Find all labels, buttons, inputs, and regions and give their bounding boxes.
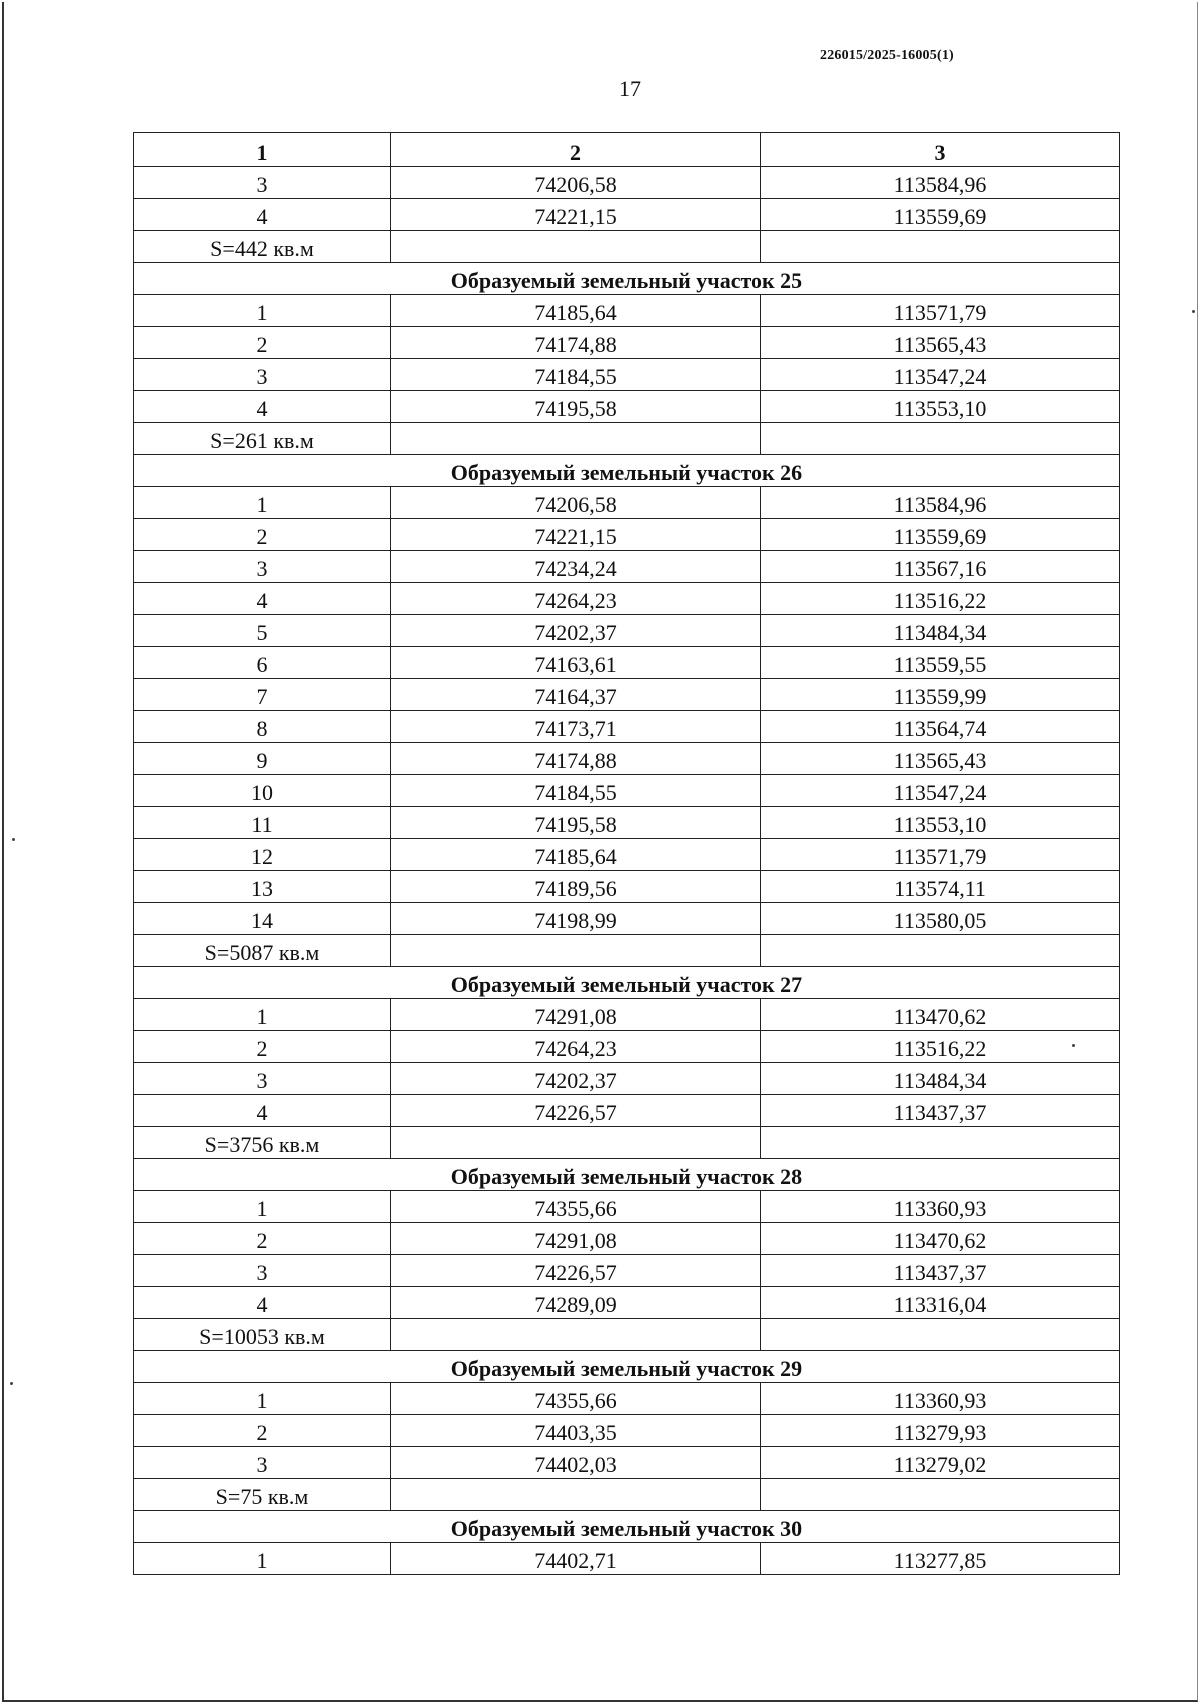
cell-point-number: 2 bbox=[134, 1415, 391, 1447]
table-row bbox=[134, 839, 1120, 871]
cell-x-coordinate: 74185,64 bbox=[391, 295, 761, 327]
cell-x-coordinate: 74291,08 bbox=[391, 1223, 761, 1255]
cell-point-number: 12 bbox=[134, 839, 391, 871]
cell-y-coordinate: 113470,62 bbox=[761, 1223, 1120, 1255]
table-row bbox=[134, 391, 1120, 423]
area-row bbox=[134, 231, 1120, 263]
cell-point-number: 3 bbox=[134, 1255, 391, 1287]
cell-x-coordinate: 74221,15 bbox=[391, 199, 761, 231]
table-row bbox=[134, 295, 1120, 327]
cell-x-coordinate: 74403,35 bbox=[391, 1415, 761, 1447]
empty-cell bbox=[391, 423, 761, 455]
cell-x-coordinate: 74355,66 bbox=[391, 1191, 761, 1223]
table-row bbox=[134, 1095, 1120, 1127]
cell-y-coordinate: 113559,69 bbox=[761, 199, 1120, 231]
cell-x-coordinate: 74291,08 bbox=[391, 999, 761, 1031]
cell-y-coordinate: 113571,79 bbox=[761, 839, 1120, 871]
table-row bbox=[134, 327, 1120, 359]
cell-point-number: 1 bbox=[134, 1383, 391, 1415]
cell-x-coordinate: 74289,09 bbox=[391, 1287, 761, 1319]
section-title: Образуемый земельный участок 29 bbox=[134, 1351, 1120, 1383]
cell-x-coordinate: 74198,99 bbox=[391, 903, 761, 935]
scan-speck bbox=[12, 838, 15, 841]
cell-y-coordinate: 113470,62 bbox=[761, 999, 1120, 1031]
header-cell-y: 3 bbox=[761, 133, 1120, 167]
cell-y-coordinate: 113564,74 bbox=[761, 711, 1120, 743]
cell-x-coordinate: 74174,88 bbox=[391, 743, 761, 775]
document-id: 226015/2025-16005(1) bbox=[820, 48, 954, 63]
cell-point-number: 2 bbox=[134, 519, 391, 551]
empty-cell bbox=[391, 1479, 761, 1511]
cell-y-coordinate: 113279,02 bbox=[761, 1447, 1120, 1479]
scan-speck bbox=[1072, 1044, 1075, 1047]
cell-point-number: 2 bbox=[134, 327, 391, 359]
empty-cell bbox=[761, 1319, 1120, 1351]
cell-y-coordinate: 113559,55 bbox=[761, 647, 1120, 679]
header-cell-point-number: 1 bbox=[134, 133, 391, 167]
table-row bbox=[134, 1031, 1120, 1063]
area-cell: S=261 кв.м bbox=[134, 423, 391, 455]
cell-point-number: 4 bbox=[134, 583, 391, 615]
cell-point-number: 3 bbox=[134, 359, 391, 391]
cell-y-coordinate: 113279,93 bbox=[761, 1415, 1120, 1447]
cell-point-number: 3 bbox=[134, 1447, 391, 1479]
area-cell: S=10053 кв.м bbox=[134, 1319, 391, 1351]
cell-point-number: 4 bbox=[134, 1287, 391, 1319]
cell-point-number: 14 bbox=[134, 903, 391, 935]
section-header-row bbox=[134, 263, 1120, 295]
area-cell: S=3756 кв.м bbox=[134, 1127, 391, 1159]
cell-x-coordinate: 74195,58 bbox=[391, 391, 761, 423]
cell-y-coordinate: 113484,34 bbox=[761, 615, 1120, 647]
cell-x-coordinate: 74164,37 bbox=[391, 679, 761, 711]
section-header-row bbox=[134, 1351, 1120, 1383]
area-row bbox=[134, 1319, 1120, 1351]
table-row bbox=[134, 359, 1120, 391]
cell-x-coordinate: 74264,23 bbox=[391, 1031, 761, 1063]
scan-speck bbox=[1192, 310, 1195, 313]
table-row bbox=[134, 1191, 1120, 1223]
table-row bbox=[134, 679, 1120, 711]
area-row bbox=[134, 1479, 1120, 1511]
cell-point-number: 1 bbox=[134, 1191, 391, 1223]
cell-x-coordinate: 74402,03 bbox=[391, 1447, 761, 1479]
section-header-row bbox=[134, 1511, 1120, 1543]
cell-x-coordinate: 74173,71 bbox=[391, 711, 761, 743]
section-title: Образуемый земельный участок 28 bbox=[134, 1159, 1120, 1191]
table-row bbox=[134, 775, 1120, 807]
cell-point-number: 13 bbox=[134, 871, 391, 903]
cell-x-coordinate: 74184,55 bbox=[391, 775, 761, 807]
cell-x-coordinate: 74226,57 bbox=[391, 1095, 761, 1127]
cell-y-coordinate: 113584,96 bbox=[761, 487, 1120, 519]
table-row bbox=[134, 1415, 1120, 1447]
cell-x-coordinate: 74206,58 bbox=[391, 167, 761, 199]
cell-point-number: 1 bbox=[134, 487, 391, 519]
empty-cell bbox=[761, 1127, 1120, 1159]
cell-x-coordinate: 74226,57 bbox=[391, 1255, 761, 1287]
cell-point-number: 8 bbox=[134, 711, 391, 743]
cell-point-number: 4 bbox=[134, 1095, 391, 1127]
cell-x-coordinate: 74174,88 bbox=[391, 327, 761, 359]
table-row bbox=[134, 487, 1120, 519]
cell-point-number: 4 bbox=[134, 391, 391, 423]
area-row bbox=[134, 1127, 1120, 1159]
table-row bbox=[134, 1255, 1120, 1287]
table-row bbox=[134, 1063, 1120, 1095]
cell-y-coordinate: 113547,24 bbox=[761, 775, 1120, 807]
cell-x-coordinate: 74221,15 bbox=[391, 519, 761, 551]
section-title: Образуемый земельный участок 27 bbox=[134, 967, 1120, 999]
section-title: Образуемый земельный участок 25 bbox=[134, 263, 1120, 295]
cell-y-coordinate: 113547,24 bbox=[761, 359, 1120, 391]
cell-x-coordinate: 74355,66 bbox=[391, 1383, 761, 1415]
cell-y-coordinate: 113484,34 bbox=[761, 1063, 1120, 1095]
cell-y-coordinate: 113553,10 bbox=[761, 807, 1120, 839]
area-cell: S=5087 кв.м bbox=[134, 935, 391, 967]
cell-point-number: 11 bbox=[134, 807, 391, 839]
cell-point-number: 3 bbox=[134, 167, 391, 199]
cell-x-coordinate: 74206,58 bbox=[391, 487, 761, 519]
table-row bbox=[134, 647, 1120, 679]
cell-y-coordinate: 113360,93 bbox=[761, 1191, 1120, 1223]
table-row bbox=[134, 583, 1120, 615]
table-row bbox=[134, 871, 1120, 903]
cell-point-number: 1 bbox=[134, 295, 391, 327]
cell-x-coordinate: 74402,71 bbox=[391, 1543, 761, 1575]
cell-point-number: 1 bbox=[134, 999, 391, 1031]
table-header-row bbox=[134, 133, 1120, 167]
table-row bbox=[134, 1447, 1120, 1479]
area-cell: S=442 кв.м bbox=[134, 231, 391, 263]
cell-y-coordinate: 113553,10 bbox=[761, 391, 1120, 423]
section-header-row bbox=[134, 967, 1120, 999]
empty-cell bbox=[391, 231, 761, 263]
cell-y-coordinate: 113516,22 bbox=[761, 583, 1120, 615]
area-row bbox=[134, 935, 1120, 967]
cell-point-number: 2 bbox=[134, 1223, 391, 1255]
cell-point-number: 7 bbox=[134, 679, 391, 711]
cell-y-coordinate: 113437,37 bbox=[761, 1255, 1120, 1287]
empty-cell bbox=[761, 935, 1120, 967]
empty-cell bbox=[391, 1127, 761, 1159]
empty-cell bbox=[391, 935, 761, 967]
empty-cell bbox=[761, 231, 1120, 263]
cell-y-coordinate: 113584,96 bbox=[761, 167, 1120, 199]
table-row bbox=[134, 711, 1120, 743]
cell-y-coordinate: 113316,04 bbox=[761, 1287, 1120, 1319]
cell-x-coordinate: 74163,61 bbox=[391, 647, 761, 679]
cell-point-number: 9 bbox=[134, 743, 391, 775]
cell-point-number: 10 bbox=[134, 775, 391, 807]
section-title: Образуемый земельный участок 26 bbox=[134, 455, 1120, 487]
area-cell: S=75 кв.м bbox=[134, 1479, 391, 1511]
table-row bbox=[134, 903, 1120, 935]
cell-y-coordinate: 113360,93 bbox=[761, 1383, 1120, 1415]
cell-point-number: 5 bbox=[134, 615, 391, 647]
empty-cell bbox=[391, 1319, 761, 1351]
table-row bbox=[134, 1287, 1120, 1319]
section-header-row bbox=[134, 1159, 1120, 1191]
table-row bbox=[134, 1543, 1120, 1575]
cell-y-coordinate: 113559,99 bbox=[761, 679, 1120, 711]
table-row bbox=[134, 807, 1120, 839]
table-row bbox=[134, 551, 1120, 583]
cell-point-number: 1 bbox=[134, 1543, 391, 1575]
cell-x-coordinate: 74189,56 bbox=[391, 871, 761, 903]
cell-x-coordinate: 74195,58 bbox=[391, 807, 761, 839]
coordinates-table-body bbox=[134, 133, 1120, 1575]
empty-cell bbox=[761, 423, 1120, 455]
cell-y-coordinate: 113580,05 bbox=[761, 903, 1120, 935]
cell-point-number: 6 bbox=[134, 647, 391, 679]
cell-x-coordinate: 74202,37 bbox=[391, 1063, 761, 1095]
area-row bbox=[134, 423, 1120, 455]
cell-y-coordinate: 113516,22 bbox=[761, 1031, 1120, 1063]
empty-cell bbox=[761, 1479, 1120, 1511]
cell-y-coordinate: 113565,43 bbox=[761, 743, 1120, 775]
cell-y-coordinate: 113277,85 bbox=[761, 1543, 1120, 1575]
cell-y-coordinate: 113567,16 bbox=[761, 551, 1120, 583]
cell-x-coordinate: 74234,24 bbox=[391, 551, 761, 583]
cell-y-coordinate: 113571,79 bbox=[761, 295, 1120, 327]
table-row bbox=[134, 999, 1120, 1031]
table-row bbox=[134, 167, 1120, 199]
cell-x-coordinate: 74264,23 bbox=[391, 583, 761, 615]
section-header-row bbox=[134, 455, 1120, 487]
cell-x-coordinate: 74185,64 bbox=[391, 839, 761, 871]
scan-speck bbox=[10, 1382, 13, 1385]
cell-x-coordinate: 74184,55 bbox=[391, 359, 761, 391]
cell-y-coordinate: 113565,43 bbox=[761, 327, 1120, 359]
cell-point-number: 2 bbox=[134, 1031, 391, 1063]
table-row bbox=[134, 1223, 1120, 1255]
cell-y-coordinate: 113559,69 bbox=[761, 519, 1120, 551]
cell-point-number: 3 bbox=[134, 551, 391, 583]
coordinates-table bbox=[133, 132, 1120, 1575]
table-row bbox=[134, 519, 1120, 551]
table-row bbox=[134, 1383, 1120, 1415]
cell-y-coordinate: 113437,37 bbox=[761, 1095, 1120, 1127]
table-row bbox=[134, 743, 1120, 775]
table-row bbox=[134, 199, 1120, 231]
cell-y-coordinate: 113574,11 bbox=[761, 871, 1120, 903]
cell-point-number: 3 bbox=[134, 1063, 391, 1095]
table-row bbox=[134, 615, 1120, 647]
section-title: Образуемый земельный участок 30 bbox=[134, 1511, 1120, 1543]
header-cell-x: 2 bbox=[391, 133, 761, 167]
page-number: 17 bbox=[619, 76, 641, 101]
cell-point-number: 4 bbox=[134, 199, 391, 231]
cell-x-coordinate: 74202,37 bbox=[391, 615, 761, 647]
